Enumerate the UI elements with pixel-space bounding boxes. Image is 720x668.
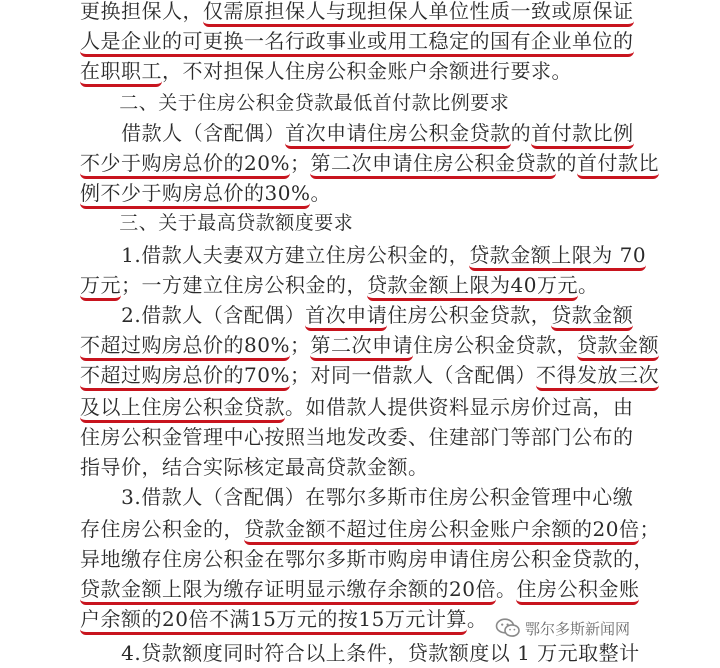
underlined-phrase: 首付款比例 [531, 121, 634, 149]
text-segment: 4.贷款额度同时符合以上条件，贷款额度以 1 万元取整计 [80, 641, 640, 665]
underlined-phrase: 不超过购房总价的80% [80, 333, 290, 361]
underlined-phrase: 贷款金额 [577, 333, 659, 361]
underlined-phrase: 贷款金额上限为 70 [469, 243, 646, 271]
underlined-phrase: 不得发放三次 [536, 363, 659, 391]
text-line [0, 240, 720, 270]
text-segment: 更换担保人， [80, 0, 203, 23]
text-segment: 。 [577, 273, 599, 297]
text-segment: ； [289, 151, 311, 175]
text-segment: 1.借款人夫妻双方建立住房公积金的， [80, 243, 470, 267]
underlined-phrase: 在职职工 [80, 59, 162, 87]
text-line [0, 0, 720, 26]
text-segment: 指导价，结合实际核定最高贷款金额。 [80, 455, 429, 479]
underlined-phrase: 仅需原担保人与现担保人单位性质一致或原保证 [203, 0, 634, 27]
text-segment: 2.借款人（含配偶） [80, 303, 306, 327]
underlined-phrase: 贷款金额上限为缴存证明显示缴存余额的20倍 [80, 577, 496, 605]
underlined-phrase: 首付款比 [577, 151, 659, 179]
text-segment: ，不对担保人住房公积金账户余额进行要求。 [162, 59, 572, 83]
text-line [0, 422, 720, 452]
text-segment: 存住房公积金的， [80, 517, 244, 541]
text-line [0, 270, 720, 300]
text-line [0, 514, 720, 544]
wechat-icon [495, 617, 521, 639]
text-line [0, 544, 720, 574]
text-line [0, 482, 720, 512]
watermark-text: 鄂尔多斯新闻网 [524, 619, 630, 638]
underlined-phrase: 首次申请 [305, 303, 387, 331]
text-segment: ； [289, 333, 311, 357]
text-segment: 。 [495, 577, 517, 601]
underlined-phrase: 贷款金额上限为40万元 [367, 273, 578, 301]
underlined-phrase: 不超过购房总价的70% [80, 363, 290, 391]
underlined-phrase: 户余额的20倍不满15万元的按15万元计算 [80, 607, 467, 635]
text-line [0, 452, 720, 482]
text-segment: 。 [466, 607, 488, 631]
text-segment: 异地缴存住房公积金在鄂尔多斯市购房申请住房公积金贷款的， [80, 547, 654, 571]
underlined-phrase: 人是企业的可更换一名行政事业或用工稳定的国有企业单位的 [80, 29, 634, 57]
text-segment: ；一方建立住房公积金的， [121, 273, 367, 297]
underlined-phrase: 及以上住房公积金贷款 [80, 395, 285, 423]
text-line [0, 88, 720, 118]
text-segment: 三、关于最高贷款额度要求 [80, 212, 354, 234]
text-segment: 的 [556, 151, 577, 175]
underlined-phrase: 例不少于购房总价的30% [80, 181, 310, 209]
text-line [0, 300, 720, 330]
text-line [0, 392, 720, 422]
underlined-phrase: 贷款金额 [551, 303, 633, 331]
text-line [0, 26, 720, 56]
text-line [0, 208, 720, 238]
text-line [0, 118, 720, 148]
text-segment: 住房公积金管理中心按照当地发改委、住建部门等部门公布的 [80, 425, 634, 449]
text-line [0, 148, 720, 178]
text-segment: 二、关于住房公积金贷款最低首付款比例要求 [80, 92, 510, 114]
underlined-phrase: 住房公积金账 [516, 577, 639, 605]
text-segment: 住房公积金贷款， [412, 333, 577, 357]
underlined-phrase: 万元 [80, 273, 121, 301]
text-segment: 。如借款人提供资料显示房价过高，由 [285, 395, 634, 419]
text-line [0, 638, 720, 668]
text-segment: ； [639, 517, 660, 541]
text-line [0, 178, 720, 208]
text-segment: 借款人（含配偶） [80, 121, 286, 145]
text-segment: 。 [310, 181, 331, 205]
text-segment: 住房公积金贷款， [387, 303, 552, 327]
text-segment: 的 [510, 121, 532, 145]
text-segment: ；对同一借款人（含配偶） [289, 363, 536, 387]
text-line [0, 360, 720, 390]
text-line [0, 574, 720, 604]
underlined-phrase: 贷款金额不超过住房公积金账户余额的20倍 [244, 517, 639, 545]
underlined-phrase: 不少于购房总价的20% [80, 151, 290, 179]
underlined-phrase: 首次申请住房公积金贷款 [285, 121, 511, 149]
text-line [0, 56, 720, 86]
underlined-phrase: 第二次申请 [310, 333, 413, 361]
watermark [491, 616, 634, 640]
underlined-phrase: 第二次申请住房公积金贷款 [310, 151, 556, 179]
text-line [0, 330, 720, 360]
text-segment: 3.借款人（含配偶）在鄂尔多斯市住房公积金管理中心缴 [80, 485, 634, 509]
